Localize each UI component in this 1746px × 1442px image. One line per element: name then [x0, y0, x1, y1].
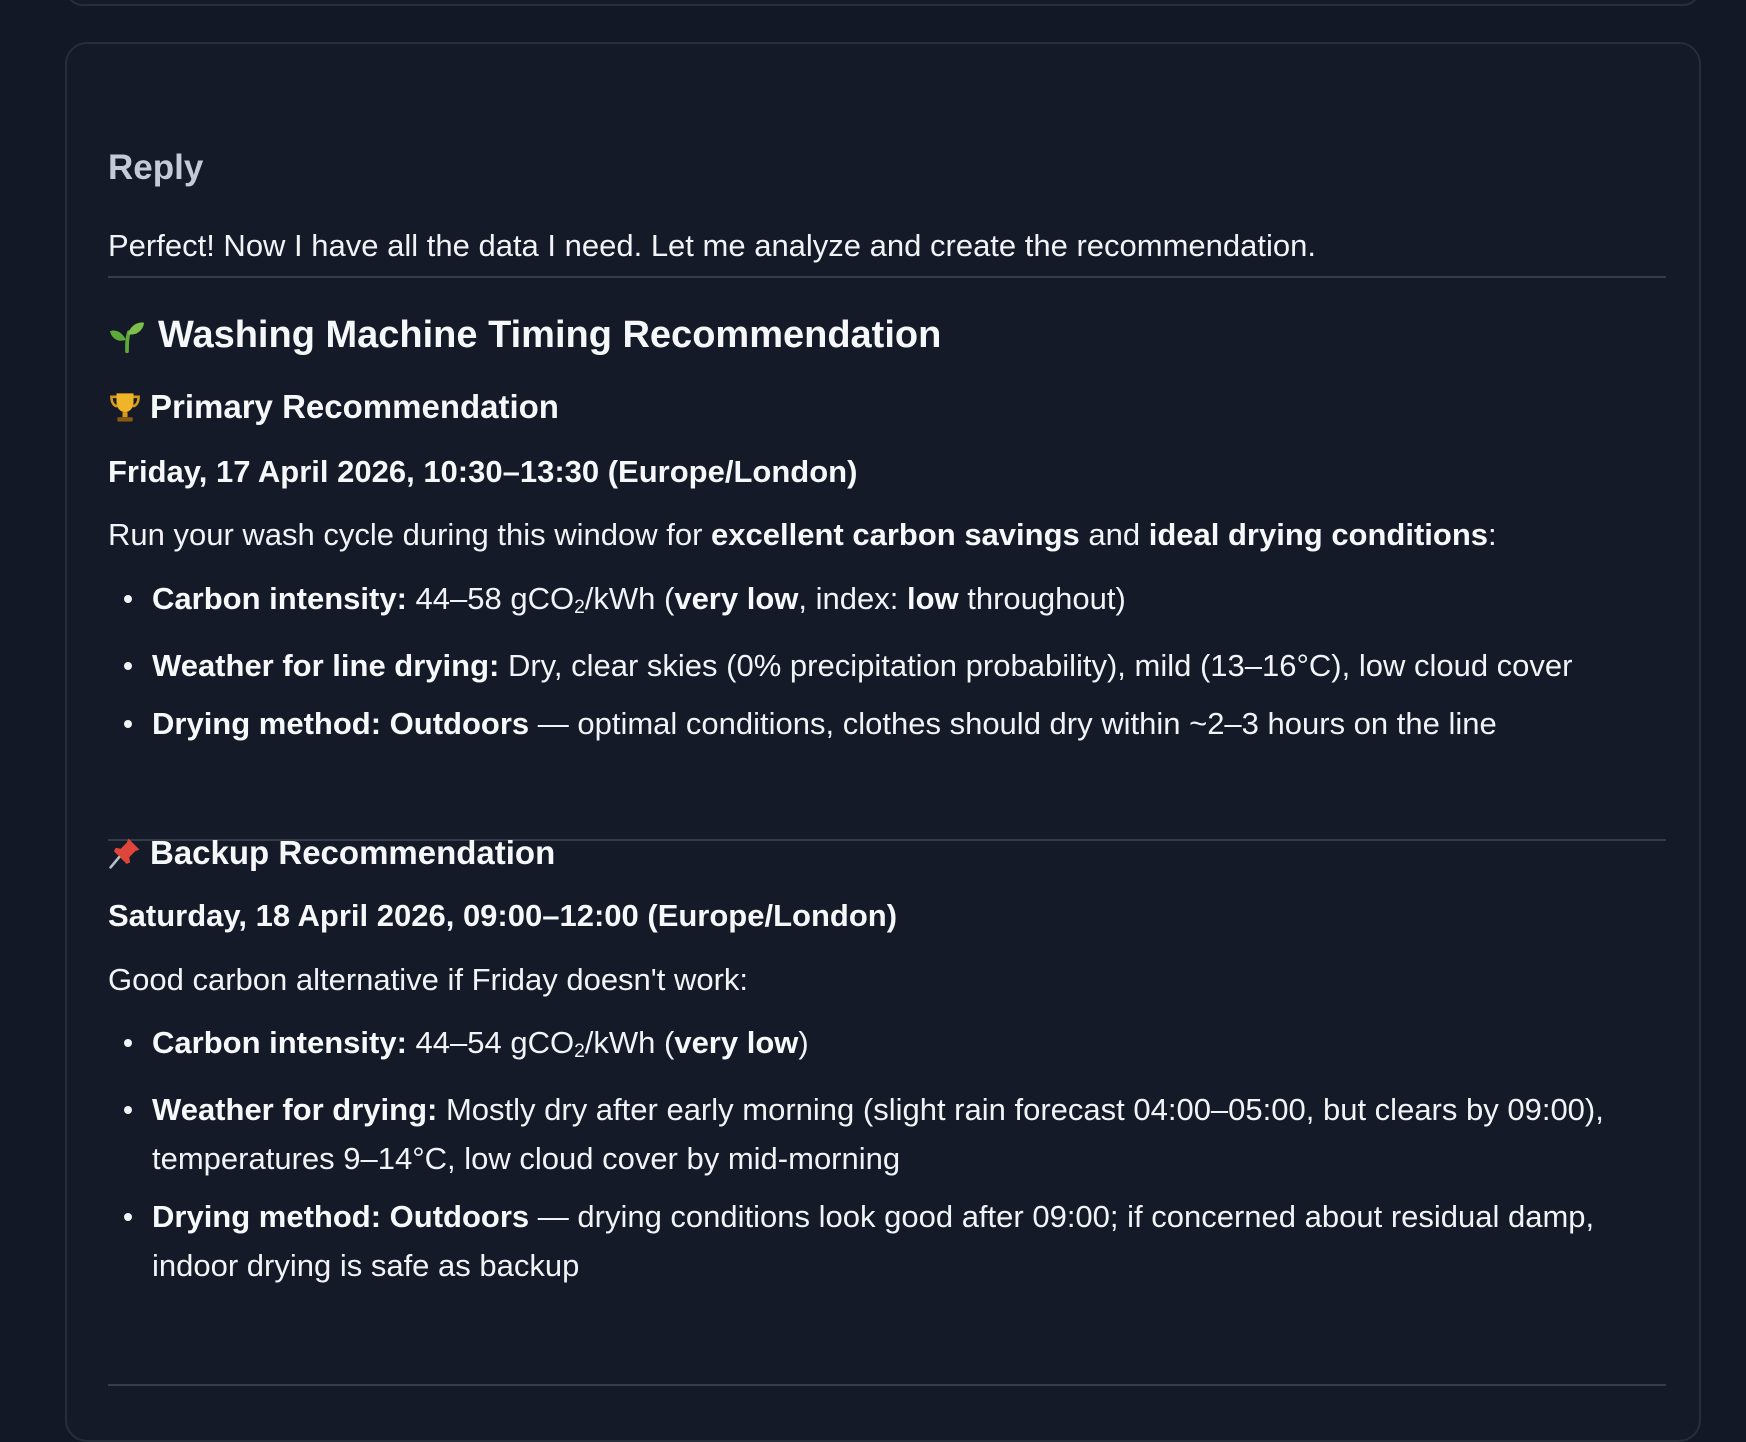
- item-bold: very low: [674, 581, 799, 616]
- item-bold: very low: [674, 1025, 799, 1060]
- backup-heading: [108, 834, 555, 872]
- list-item: [108, 1018, 1666, 1076]
- divider: [108, 276, 1666, 278]
- primary-date: Friday, 17 April 2026, 10:30–13:30 (Europe/London): [108, 454, 858, 489]
- list-item: [108, 1085, 1666, 1183]
- divider: [108, 1384, 1666, 1386]
- backup-summary: Good carbon alternative if Friday doesn't work:: [108, 962, 749, 997]
- primary-details-list: [108, 574, 1666, 757]
- item-subscript: 2: [574, 596, 585, 618]
- recommendation-title-text: Washing Machine Timing Recommendation: [158, 314, 942, 356]
- item-label: Weather for line drying:: [152, 647, 500, 683]
- previous-message-card: [65, 0, 1701, 6]
- item-text: /kWh (: [584, 1025, 675, 1060]
- item-label: Weather for drying:: [152, 1091, 438, 1127]
- item-text: 44–58 gCO: [406, 581, 575, 616]
- item-text: Dry, clear skies (0% precipitation probability), mild (13–16°C), low cloud cover: [499, 647, 1573, 683]
- backup-date: Saturday, 18 April 2026, 09:00–12:00 (Europe/London): [108, 898, 898, 933]
- list-item: [108, 1192, 1666, 1290]
- item-label: Drying method: Outdoors: [152, 705, 530, 741]
- item-text: , index:: [798, 581, 907, 616]
- backup-heading-text: Backup Recommendation: [150, 834, 556, 871]
- summary-bold: ideal drying conditions: [1148, 517, 1489, 552]
- pushpin-icon: [108, 836, 142, 870]
- item-text: /kWh (: [584, 581, 675, 616]
- list-item: [108, 641, 1666, 690]
- reply-intro: Perfect! Now I have all the data I need. Let me analyze and create the recommendation.: [108, 228, 1316, 263]
- reply-label: Reply: [108, 148, 204, 187]
- primary-summary: [108, 517, 1497, 553]
- item-bold: low: [906, 581, 959, 616]
- backup-details-list: [108, 1018, 1666, 1299]
- recommendation-title: [108, 314, 941, 357]
- item-text: 44–54 gCO: [406, 1025, 575, 1060]
- trophy-icon: [108, 390, 142, 424]
- summary-text: :: [1488, 517, 1497, 552]
- summary-text: and: [1079, 517, 1149, 552]
- item-text: — drying conditions look good after 09:00; if concerned about residual damp, indoor drying is safe as backup: [152, 1198, 1595, 1283]
- list-item: [108, 699, 1666, 748]
- item-text: throughout): [958, 581, 1126, 616]
- item-label: Drying method: Outdoors: [152, 1198, 530, 1234]
- primary-heading-text: Primary Recommendation: [150, 388, 559, 425]
- list-item: [108, 574, 1666, 632]
- item-text: ): [798, 1025, 809, 1060]
- item-label: Carbon intensity:: [152, 1025, 407, 1060]
- summary-bold: excellent carbon savings: [711, 517, 1080, 552]
- seedling-icon: [108, 317, 146, 355]
- summary-text: Run your wash cycle during this window for: [108, 517, 712, 552]
- primary-heading: [108, 388, 559, 426]
- item-text: — optimal conditions, clothes should dry within ~2–3 hours on the line: [529, 705, 1497, 741]
- item-label: Carbon intensity:: [152, 581, 407, 616]
- item-text: Mostly dry after early morning (slight rain forecast 04:00–05:00, but clears by 09:00), temperatures 9–14°C, low cloud cover by mid-morning: [152, 1091, 1604, 1176]
- item-subscript: 2: [574, 1040, 585, 1062]
- reply-card: [65, 42, 1701, 1442]
